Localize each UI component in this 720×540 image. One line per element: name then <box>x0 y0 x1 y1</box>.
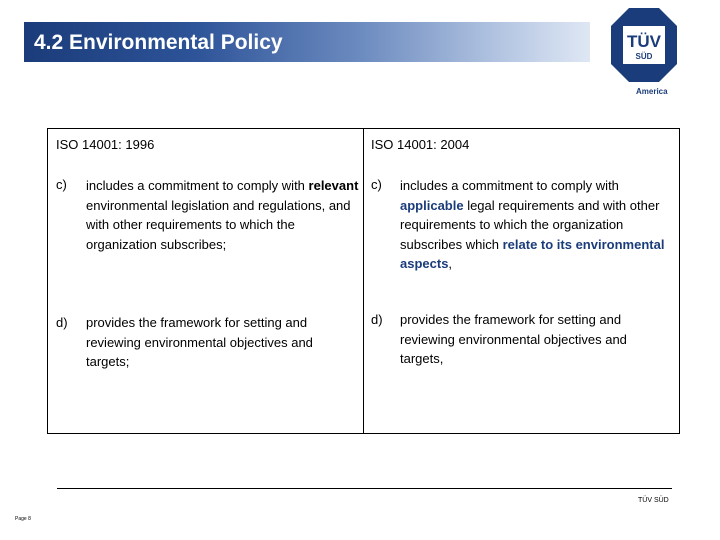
footer-brand: TÜV SÜD <box>638 497 669 504</box>
item-2004-d <box>400 310 662 369</box>
item-marker: d) <box>371 312 383 327</box>
logo-brand-top: TÜV <box>627 32 661 51</box>
column-divider <box>363 128 364 434</box>
footer-rule <box>57 488 672 489</box>
item-marker: c) <box>371 177 382 192</box>
item-text-part: includes a commitment to comply with <box>400 178 619 193</box>
item-text-highlight: relate to its environmental aspects <box>400 236 665 271</box>
item-text-part: provides the framework for setting and reviewing environmental objectives and targets, <box>400 312 627 366</box>
item-text-part: , <box>448 256 453 271</box>
item-text-part: includes a commitment to comply with <box>86 178 309 193</box>
item-text-highlight: applicable <box>400 197 464 213</box>
logo-brand-bottom: SÜD <box>635 52 653 61</box>
slide-title: 4.2 Environmental Policy <box>34 31 283 54</box>
tuv-sud-logo <box>609 6 679 86</box>
item-text-part: legal requirements and with other requirements to which the organization subscribes which <box>400 197 660 252</box>
item-text-part: provides the framework for setting and reviewing environmental objectives and targets; <box>86 315 313 369</box>
item-text-part: environmental legislation and regulations, and with other requirements to which the organization subscribes; <box>86 197 351 252</box>
column-header-2004: ISO 14001: 2004 <box>371 137 470 152</box>
item-2004-c <box>400 176 676 274</box>
column-header-1996: ISO 14001: 1996 <box>56 137 155 152</box>
item-1996-c <box>86 176 360 254</box>
item-marker: c) <box>56 177 67 192</box>
item-text-keyword: relevant <box>308 178 359 193</box>
item-1996-d <box>86 313 348 372</box>
page-label: Page 8 <box>15 516 31 522</box>
item-marker: d) <box>56 315 68 330</box>
logo-region: America <box>636 87 668 96</box>
